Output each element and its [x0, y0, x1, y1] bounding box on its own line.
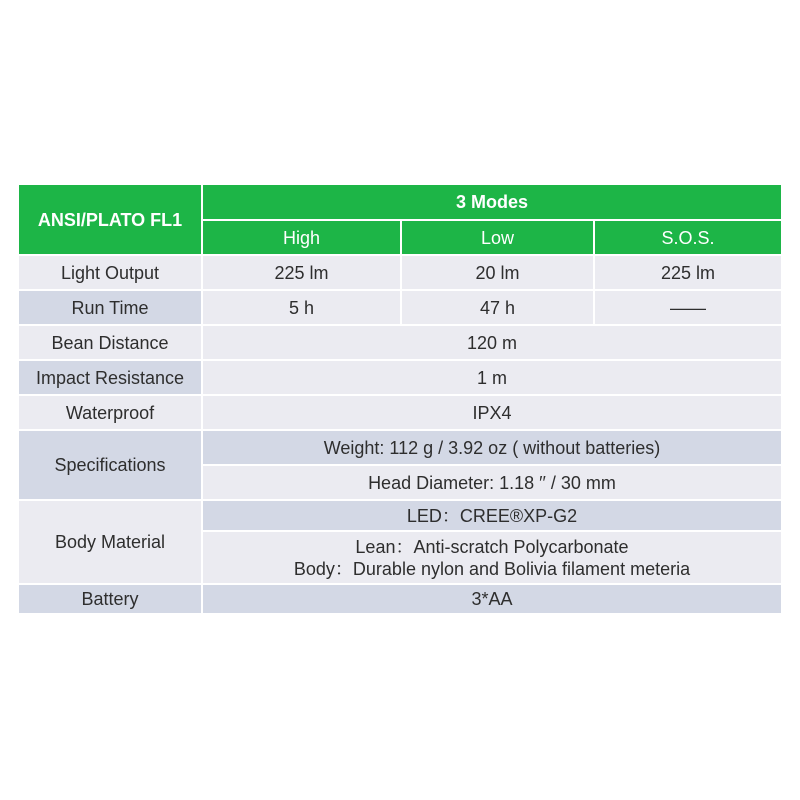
body-material-lens: Lean：Anti-scratch Polycarbonate — [355, 536, 629, 557]
row-label-battery: Battery — [19, 584, 202, 613]
specifications-weight: Weight: 112 g / 3.92 oz ( without batteries) — [202, 430, 781, 465]
table-corner-header: ANSI/PLATO FL1 — [19, 185, 202, 255]
mode-high-header: High — [202, 220, 401, 255]
body-material-details — [202, 531, 781, 584]
run-time-sos: —— — [594, 290, 781, 325]
battery-value: 3*AA — [202, 584, 781, 613]
spec-table — [19, 185, 781, 613]
waterproof-value: IPX4 — [202, 395, 781, 430]
light-output-high: 225 lm — [202, 255, 401, 290]
row-label-beam-distance: Bean Distance — [19, 325, 202, 360]
mode-sos-header: S.O.S. — [594, 220, 781, 255]
body-material-led: LED：CREE®XP-G2 — [202, 500, 781, 531]
impact-resistance-value: 1 m — [202, 360, 781, 395]
row-label-run-time: Run Time — [19, 290, 202, 325]
beam-distance-value: 120 m — [202, 325, 781, 360]
run-time-high: 5 h — [202, 290, 401, 325]
row-label-waterproof: Waterproof — [19, 395, 202, 430]
run-time-low: 47 h — [401, 290, 594, 325]
mode-low-header: Low — [401, 220, 594, 255]
row-label-impact-resistance: Impact Resistance — [19, 360, 202, 395]
row-label-light-output: Light Output — [19, 255, 202, 290]
row-label-specifications: Specifications — [19, 430, 202, 500]
modes-header: 3 Modes — [202, 185, 781, 220]
light-output-sos: 225 lm — [594, 255, 781, 290]
body-material-body: Body：Durable nylon and Bolivia filament meteria — [293, 558, 691, 579]
specifications-head-diameter: Head Diameter: 1.18 ′′ / 30 mm — [202, 465, 781, 500]
row-label-body-material: Body Material — [19, 500, 202, 584]
light-output-low: 20 lm — [401, 255, 594, 290]
